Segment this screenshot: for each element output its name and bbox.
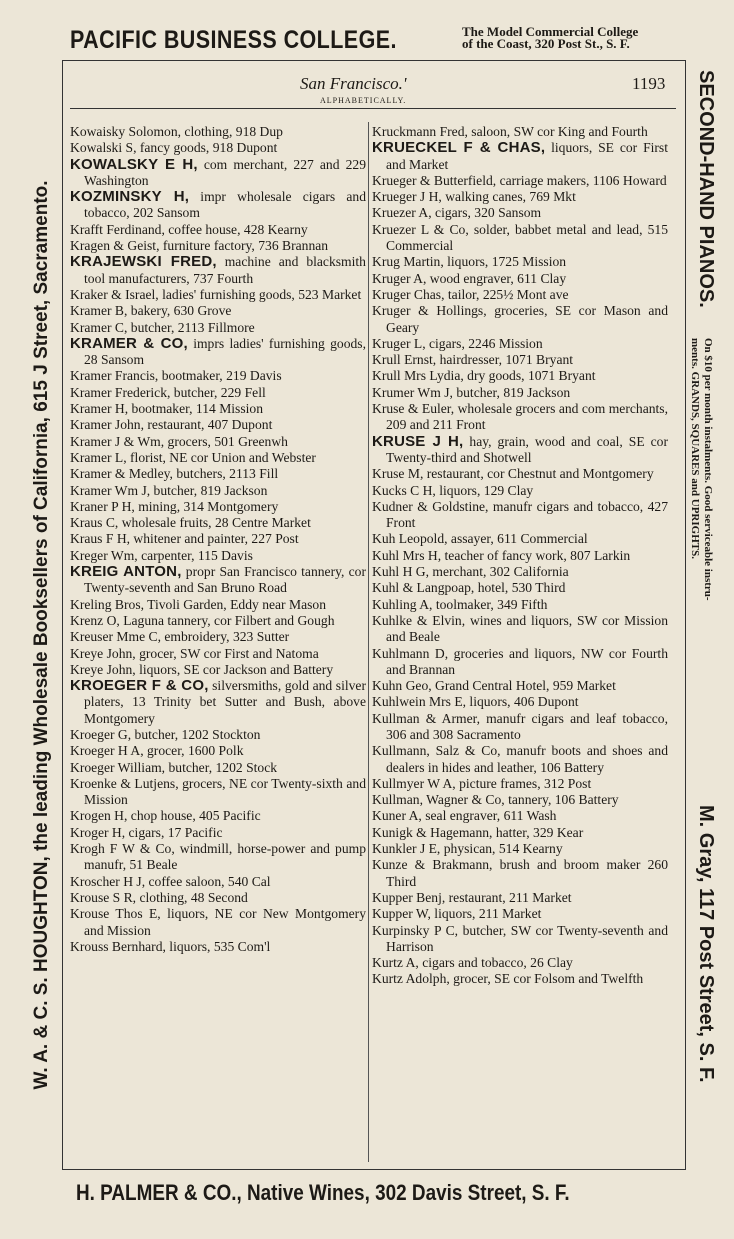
entry-name-bold: KREIG ANTON, [70, 563, 182, 581]
entry-text: Kullmyer W A, picture frames, 312 Post [372, 775, 592, 791]
entry-text: Krouse Thos E, liquors, NE cor New Montgomery and Mission [70, 906, 366, 938]
directory-entry [372, 548, 668, 564]
directory-entry [70, 320, 366, 336]
entry-text: Kraus F H, whitener and painter, 227 Post [70, 531, 299, 547]
directory-entry [70, 450, 366, 466]
entry-text: com merchant, 227 and 229 Washington [84, 156, 366, 188]
directory-entry [372, 694, 668, 710]
left-column [70, 124, 366, 955]
entry-text: Kullman, Wagner & Co, tannery, 106 Battery [372, 792, 619, 808]
directory-entry [372, 140, 668, 173]
directory-entry [70, 662, 366, 678]
entry-text: Kurtz A, cigars and tobacco, 26 Clay [372, 955, 573, 971]
right-ad-address: M. Gray, 117 Post Street, S. F. [695, 805, 717, 1083]
entry-text: propr San Francisco tannery, cor Twenty-seventh and San Bruno Road [84, 564, 367, 596]
directory-entry [70, 646, 366, 662]
entry-text: Kruezer L & Co, solder, babbet metal and lead, 515 Commercial [372, 221, 668, 254]
directory-entry [372, 336, 668, 352]
directory-entry [70, 401, 366, 417]
entry-text: Kowalski S, fancy goods, 918 Dupont [70, 140, 278, 156]
directory-entry [70, 515, 366, 531]
entry-text: Kraus C, wholesale fruits, 28 Centre Market [70, 515, 311, 531]
entry-text: Krouss Bernhard, liquors, 535 Com'l [70, 938, 271, 954]
entry-text: Kroenke & Lutjens, grocers, NE cor Twenty-sixth and Mission [70, 775, 366, 808]
top-ad-tagline-line2: of the Coast, 320 Post St., S. F. [462, 36, 630, 51]
entry-text: Kowaisky Solomon, clothing, 918 Dup [70, 124, 283, 139]
directory-entry [70, 189, 366, 222]
entry-text: Krogen H, chop house, 405 Pacific [70, 808, 261, 824]
entry-text: Kroeger G, butcher, 1202 Stockton [70, 726, 261, 742]
entry-text: Kuner A, seal engraver, 611 Wash [372, 808, 557, 824]
entry-name-bold: KROEGER F & CO, [70, 677, 209, 695]
running-head-city: San Francisco.' [300, 74, 407, 93]
directory-entry [372, 923, 668, 956]
entry-text: Kreye John, grocer, SW cor First and Natoma [70, 645, 319, 661]
directory-entry [70, 287, 366, 303]
directory-entry [372, 401, 668, 434]
directory-entry [70, 727, 366, 743]
directory-entry [372, 352, 668, 368]
entry-name-bold: KRAJEWSKI FRED, [70, 253, 217, 271]
directory-entry [372, 890, 668, 906]
left-side-advertisement: W. A. & C. S. HOUGHTON, the leading Wholesale Booksellers of California, 615 J Street, Sacramento. [31, 180, 52, 1090]
directory-entry [70, 564, 366, 597]
directory-entry [70, 890, 366, 906]
directory-entry [70, 597, 366, 613]
entry-text: Kruezer A, cigars, 320 Sansom [372, 205, 542, 221]
entry-text: Krumer Wm J, butcher, 819 Jackson [372, 384, 571, 400]
directory-entry [70, 434, 366, 450]
directory-entry [70, 760, 366, 776]
entry-text: Kramer J & Wm, grocers, 501 Greenwh [70, 433, 288, 449]
directory-entry [70, 124, 366, 140]
directory-entry [372, 743, 668, 776]
directory-entry [372, 124, 668, 140]
entry-text: Kramer B, bakery, 630 Grove [70, 303, 232, 319]
entry-text: Kramer L, florist, NE cor Union and Webster [70, 449, 316, 465]
directory-entry [372, 483, 668, 499]
entry-text: Kullmann, Salz & Co, manufr boots and shoes and dealers in hides and leather, 106 Battery [372, 743, 668, 775]
directory-entry [372, 613, 668, 646]
entry-text: hay, grain, wood and coal, SE cor Twenty-third and Shotwell [386, 433, 669, 465]
entry-text: Kruckmann Fred, saloon, SW cor King and Fourth [372, 124, 648, 139]
entry-text: imprs ladies' furnishing goods, 28 Sansom [84, 335, 366, 368]
top-ad-tagline [462, 26, 638, 50]
entry-text: Kullman & Armer, manufr cigars and leaf tobacco, 306 and 308 Sacramento [372, 710, 668, 742]
entry-text: Kruger & Hollings, groceries, SE cor Mason and Geary [372, 303, 668, 335]
directory-entry [70, 417, 366, 433]
entry-name-bold: KOWALSKY E H, [70, 155, 198, 173]
directory-entry [372, 580, 668, 596]
directory-entry [70, 743, 366, 759]
directory-entry [372, 808, 668, 824]
entry-text: Kunze & Brakmann, brush and broom maker 260 Third [372, 857, 668, 889]
directory-entry [70, 254, 366, 287]
directory-entry [372, 531, 668, 547]
directory-entry [70, 368, 366, 384]
directory-entry [70, 466, 366, 482]
entry-name-bold: KRUECKEL F & CHAS, [372, 139, 546, 157]
entry-text: Kuhling A, toolmaker, 349 Fifth [372, 596, 548, 612]
directory-entry [70, 678, 366, 727]
entry-name-bold: KOZMINSKY H, [70, 188, 190, 206]
entry-text: Kreye John, liquors, SE cor Jackson and Battery [70, 661, 334, 677]
entry-text: Krafft Ferdinand, coffee house, 428 Kearny [70, 221, 308, 237]
directory-entry [70, 157, 366, 190]
directory-entry [70, 841, 366, 874]
directory-entry [70, 531, 366, 547]
entry-name-bold: KRUSE J H, [372, 432, 464, 450]
entry-text: Kreger Wm, carpenter, 115 Davis [70, 547, 253, 563]
directory-entry [70, 808, 366, 824]
directory-entry [70, 613, 366, 629]
directory-entry [372, 678, 668, 694]
entry-text: Kramer Francis, bootmaker, 219 Davis [70, 368, 282, 384]
page-number: 1193 [632, 74, 666, 93]
page-header [62, 74, 684, 108]
entry-text: Krull Ernst, hairdresser, 1071 Bryant [372, 352, 574, 368]
directory-entry [70, 548, 366, 564]
entry-text: Kramer Wm J, butcher, 819 Jackson [70, 482, 268, 498]
directory-entry [372, 776, 668, 792]
entry-text: Kruse M, restaurant, cor Chestnut and Montgomery [372, 466, 654, 482]
directory-entry [372, 499, 668, 532]
entry-text: Kruger A, wood engraver, 611 Clay [372, 270, 567, 286]
entry-text: Kurpinsky P C, butcher, SW cor Twenty-seventh and Harrison [372, 922, 668, 954]
entry-text: Kroeger William, butcher, 1202 Stock [70, 759, 278, 775]
entry-text: Kuhn Geo, Grand Central Hotel, 959 Market [372, 678, 616, 694]
entry-text: Kuhlmann D, groceries and liquors, NW cor Fourth and Brannan [372, 645, 668, 677]
top-advertisement [62, 22, 682, 56]
directory-entry [372, 711, 668, 744]
entry-text: Kuh Leopold, assayer, 611 Commercial [372, 531, 588, 547]
directory-entry [372, 792, 668, 808]
header-rule [70, 108, 676, 109]
top-ad-tagline-line1: The Model Commercial College [462, 24, 639, 39]
directory-entry [372, 646, 668, 679]
directory-entry [70, 483, 366, 499]
entry-text: Krogh F W & Co, windmill, horse-power and pump manufr, 51 Beale [70, 841, 366, 873]
directory-entry [372, 303, 668, 336]
directory-entry [372, 385, 668, 401]
directory-entry [372, 173, 668, 189]
entry-text: Kroger H, cigars, 17 Pacific [70, 824, 223, 840]
entry-text: Kraker & Israel, ladies' furnishing goods, 523 Market [70, 286, 362, 302]
directory-entry [372, 254, 668, 270]
entry-text: Krug Martin, liquors, 1725 Mission [372, 254, 567, 270]
entry-text: Krueger & Butterfield, carriage makers, 1106 Howard [372, 172, 667, 188]
directory-entry [372, 271, 668, 287]
right-ad-terms-line2: ments. GRANDS, SQUARES and UPRIGHTS. [689, 338, 701, 559]
entry-text: Kudner & Goldstine, manufr cigars and tobacco, 427 Front [372, 498, 668, 531]
entry-text: Kruger L, cigars, 2246 Mission [372, 335, 543, 351]
entry-text: Kreling Bros, Tivoli Garden, Eddy near Mason [70, 596, 326, 612]
directory-entry [70, 222, 366, 238]
directory-entry [70, 776, 366, 809]
directory-entry [70, 238, 366, 254]
entry-text: Kuhl Mrs H, teacher of fancy work, 807 Larkin [372, 547, 631, 563]
entry-text: Kupper Benj, restaurant, 211 Market [372, 889, 572, 905]
entry-text: Kupper W, liquors, 211 Market [372, 906, 542, 922]
entry-text: Krouse S R, clothing, 48 Second [70, 889, 248, 905]
directory-entry [70, 629, 366, 645]
right-ad-terms [688, 338, 714, 601]
entry-text: Kruse & Euler, wholesale grocers and com merchants, 209 and 211 Front [372, 401, 668, 433]
entry-text: Kuhlke & Elvin, wines and liquors, SW cor Mission and Beale [372, 612, 668, 645]
section-label: ALPHABETICALLY. [320, 96, 407, 105]
directory-entry [70, 874, 366, 890]
directory-entry [372, 906, 668, 922]
right-ad-title: SECOND-HAND PIANOS. [695, 70, 717, 308]
entry-text: Krull Mrs Lydia, dry goods, 1071 Bryant [372, 368, 596, 384]
entry-text: impr wholesale cigars and tobacco, 202 Sansom [84, 189, 366, 221]
entry-text: Kramer Frederick, butcher, 229 Fell [70, 384, 266, 400]
directory-entry [372, 597, 668, 613]
directory-entry [372, 368, 668, 384]
directory-entry [372, 222, 668, 255]
entry-text: Kramer H, bootmaker, 114 Mission [70, 401, 264, 417]
right-column [372, 124, 668, 988]
directory-entry [372, 825, 668, 841]
entry-text: machine and blacksmith tool manufacturers, 737 Fourth [84, 254, 366, 286]
entry-text: Kunkler J E, physican, 514 Kearny [372, 841, 563, 857]
entry-name-bold: KRAMER & CO, [70, 334, 188, 352]
directory-entry [372, 564, 668, 580]
directory-entry [372, 841, 668, 857]
directory-entry [70, 140, 366, 156]
directory-entry [70, 385, 366, 401]
entry-text: Kucks C H, liquors, 129 Clay [372, 482, 534, 498]
entry-text: Kuhlwein Mrs E, liquors, 406 Dupont [372, 694, 579, 710]
right-ad-terms-line1: On $10 per month instalments. Good serviceable instru- [702, 338, 714, 601]
entry-text: Kuhl & Langpoap, hotel, 530 Third [372, 580, 566, 596]
entry-text: Kuhl H G, merchant, 302 California [372, 564, 569, 580]
bottom-advertisement: H. PALMER & CO., Native Wines, 302 Davis Street, S. F. [76, 1180, 570, 1205]
entry-text: liquors, SE cor First and Market [386, 140, 668, 172]
directory-entry [70, 825, 366, 841]
entry-text: Kramer & Medley, butchers, 2113 Fill [70, 466, 279, 482]
directory-entry [70, 906, 366, 939]
directory-entry [372, 955, 668, 971]
directory-entry [372, 434, 668, 467]
entry-text: Kroscher H J, coffee saloon, 540 Cal [70, 873, 271, 889]
entry-text: Kreuser Mme C, embroidery, 323 Sutter [70, 629, 290, 645]
directory-entry [70, 939, 366, 955]
entry-text: Kramer John, restaurant, 407 Dupont [70, 417, 273, 433]
directory-entry [372, 287, 668, 303]
entry-text: Kraner P H, mining, 314 Montgomery [70, 498, 279, 514]
entry-text: Kroeger H A, grocer, 1600 Polk [70, 743, 244, 759]
entry-text: Kruger Chas, tailor, 225½ Mont ave [372, 286, 569, 302]
entry-text: Krueger J H, walking canes, 769 Mkt [372, 189, 576, 205]
directory-entry [372, 189, 668, 205]
entry-text: Krenz O, Laguna tannery, cor Filbert and Gough [70, 612, 335, 628]
directory-entry [70, 303, 366, 319]
directory-entry [372, 971, 668, 987]
column-divider [368, 122, 369, 1162]
entry-text: Kramer C, butcher, 2113 Fillmore [70, 319, 255, 335]
entry-text: Kunigk & Hagemann, hatter, 329 Kear [372, 824, 584, 840]
entry-text: silversmiths, gold and silver platers, 13 Trinity bet Sutter and Bush, above Montgomery [84, 678, 366, 726]
top-ad-college-name: PACIFIC BUSINESS COLLEGE. [70, 26, 397, 54]
entry-text: Kurtz Adolph, grocer, SE cor Folsom and Twelfth [372, 971, 644, 987]
directory-entry [372, 466, 668, 482]
directory-entry [70, 336, 366, 369]
directory-entry [372, 857, 668, 890]
directory-entry [70, 499, 366, 515]
entry-text: Kragen & Geist, furniture factory, 736 Brannan [70, 238, 329, 254]
directory-entry [372, 205, 668, 221]
